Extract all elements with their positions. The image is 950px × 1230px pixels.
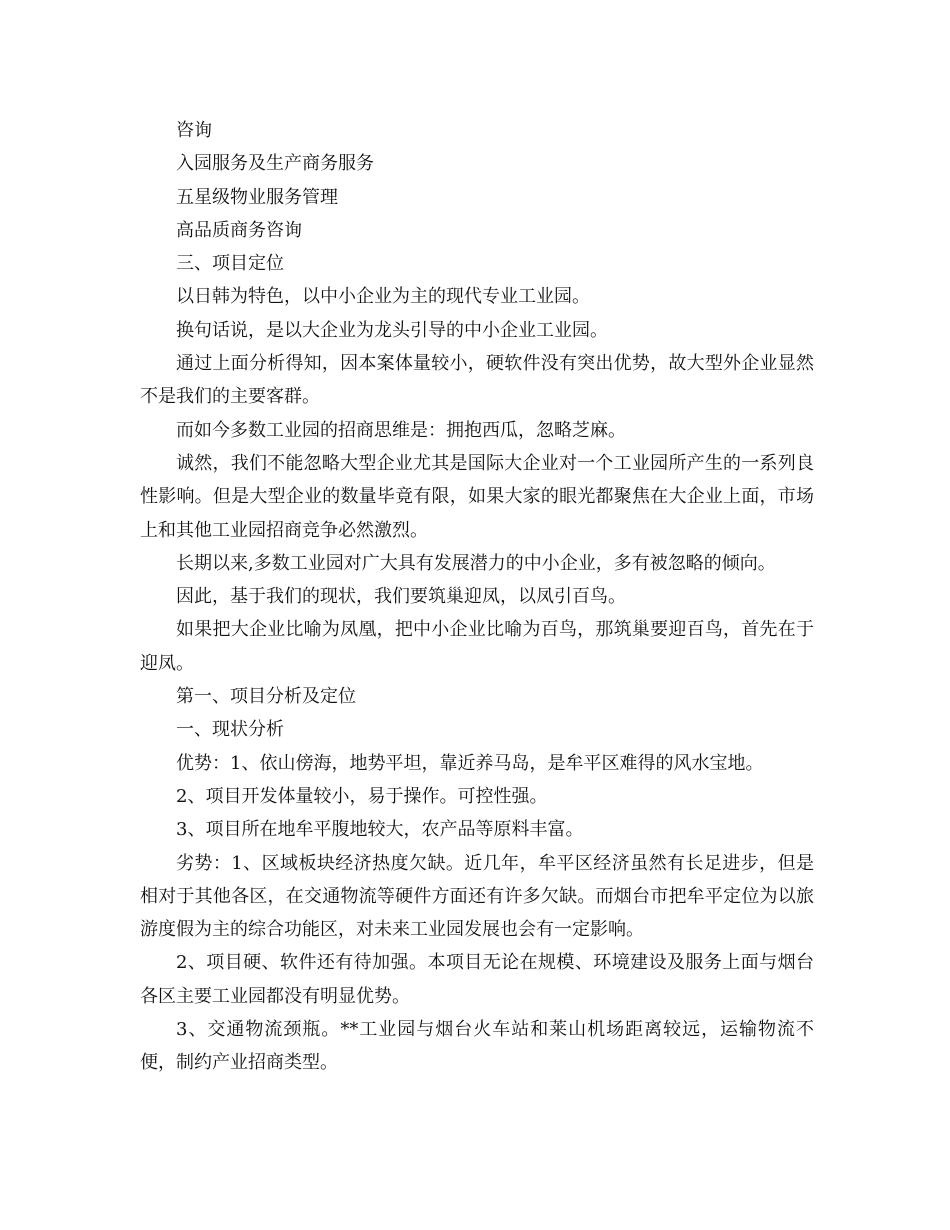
paragraph-strength-1: 优势：1、依山傍海，地势平坦，靠近养马岛，是牟平区难得的风水宝地。	[176, 752, 764, 774]
section-heading-analysis-positioning: 第一、项目分析及定位	[176, 686, 356, 708]
section-heading-project-positioning: 三、项目定位	[176, 253, 284, 275]
paragraph-strength-2: 2、项目开发体量较小，易于操作。可控性强。	[176, 785, 548, 807]
paragraph-entry-services: 入园服务及生产商务服务	[176, 153, 374, 175]
paragraph-sme-neglect: 长期以来,多数工业园对广大具有发展潜力的中小企业，多有被忽略的倾向。	[176, 552, 776, 574]
subsection-heading-status-analysis: 一、现状分析	[176, 719, 284, 741]
paragraph-weakness-3: 3、交通物流颈瓶。**工业园与烟台火车站和莱山机场距离较远，运输物流不便，制约产业招商类型。	[140, 1019, 814, 1074]
document-body	[140, 114, 814, 1080]
paragraph-in-other-words: 换句话说，是以大企业为龙头引导的中小企业工业园。	[176, 319, 608, 341]
paragraph-weakness-1: 劣势：1、区域板块经济热度欠缺。近几年，牟平区经济虽然有长足进步，但是相对于其他各区，在交通物流等硬件方面还有许多欠缺。而烟台市把牟平定位为以旅游度假为主的综合功能区，对未来工业园发展也会有一定影响。	[140, 852, 814, 941]
paragraph-weakness-2: 2、项目硬、软件还有待加强。本项目无论在规模、环境建设及服务上面与烟台各区主要工业园都没有明显优势。	[140, 952, 814, 1007]
paragraph-consulting: 咨询	[176, 120, 212, 141]
paragraph-phoenix-metaphor: 如果把大企业比喻为凤凰，把中小企业比喻为百鸟，那筑巢要迎百鸟，首先在于迎凤。	[140, 619, 814, 674]
paragraph-business-consulting: 高品质商务咨询	[176, 219, 302, 241]
paragraph-investment-mindset: 而如今多数工业园的招商思维是：拥抱西瓜，忽略芝麻。	[176, 419, 626, 441]
paragraph-analysis-conclusion: 通过上面分析得知，因本案体量较小，硬软件没有突出优势，故大型外企业显然不是我们的主要客群。	[140, 353, 814, 408]
paragraph-build-nest: 因此，基于我们的现状，我们要筑巢迎凤，以凤引百鸟。	[176, 586, 626, 608]
paragraph-large-enterprise-impact: 诚然，我们不能忽略大型企业尤其是国际大企业对一个工业园所产生的一系列良性影响。但是大型企业的数量毕竟有限，如果大家的眼光都聚焦在大企业上面，市场上和其他工业园招商竞争必然激烈。	[140, 452, 814, 541]
paragraph-strength-3: 3、项目所在地牟平腹地较大，农产品等原料丰富。	[176, 819, 584, 841]
paragraph-positioning-statement: 以日韩为特色，以中小企业为主的现代专业工业园。	[176, 286, 590, 308]
paragraph-property-management: 五星级物业服务管理	[176, 186, 338, 208]
